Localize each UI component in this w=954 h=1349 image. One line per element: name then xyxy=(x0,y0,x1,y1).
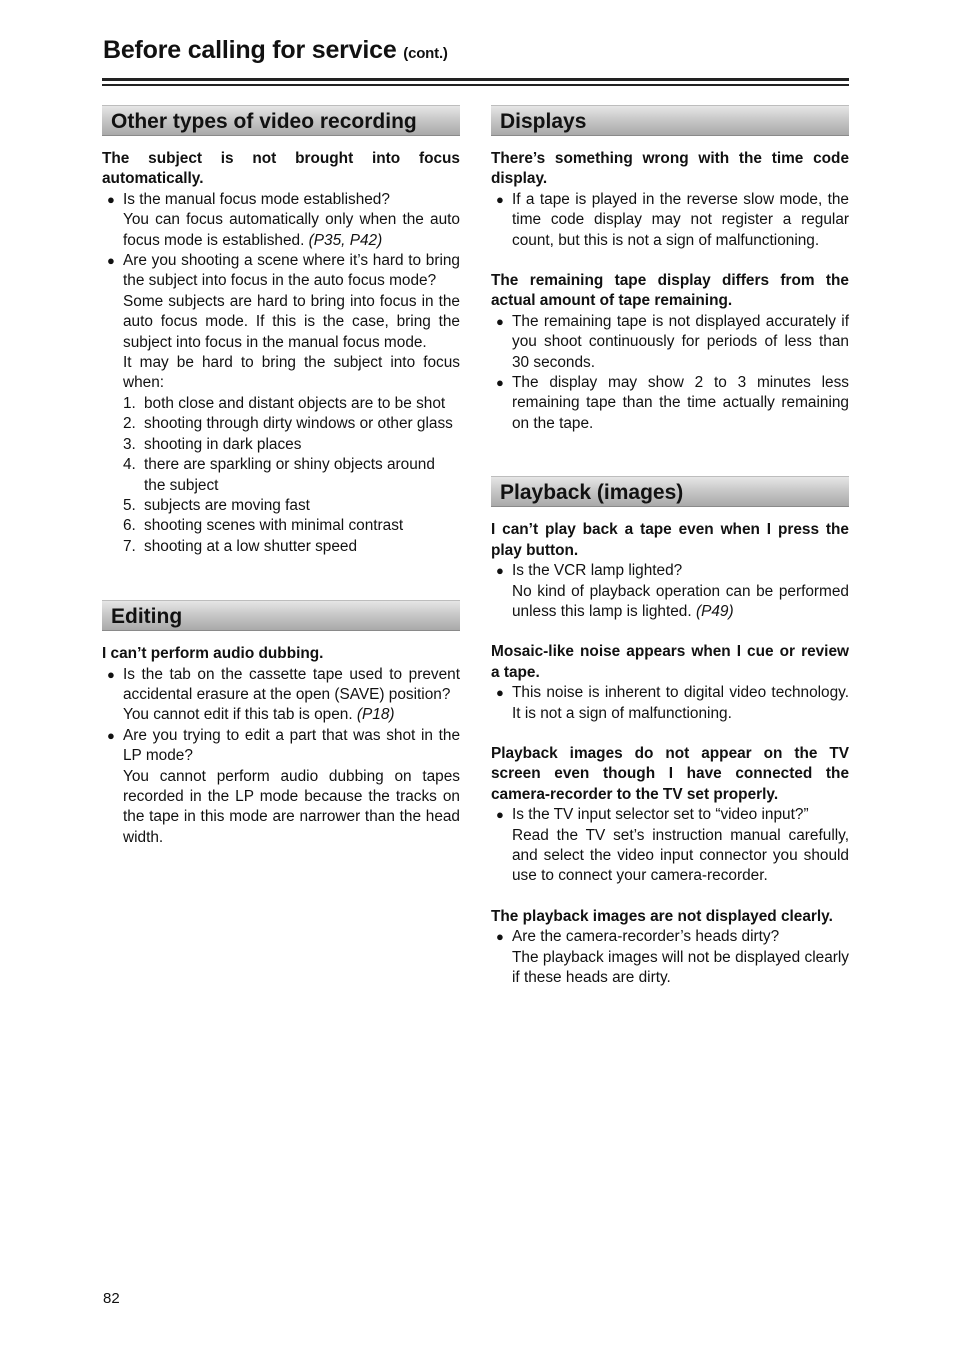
item-number: 2. xyxy=(123,415,136,433)
right-column xyxy=(491,105,849,988)
page-reference: (P18) xyxy=(356,706,395,724)
bullet-text: The display may show 2 to 3 minutes less remaining tape than the time actually remaining on the tape. xyxy=(512,374,849,432)
answer-text xyxy=(102,705,460,725)
item-text: shooting through dirty windows or other glass xyxy=(144,415,453,433)
item-number: 4. xyxy=(123,456,136,474)
item-number: 3. xyxy=(123,435,136,453)
bullet-item xyxy=(491,927,849,947)
question-remaining-tape: The remaining tape display differs from the actual amount of tape remaining. xyxy=(491,272,849,310)
bullet-text: The remaining tape is not displayed accurately if you shoot continuously for periods of less than 30 seconds. xyxy=(512,312,849,371)
section-heading-playback: Playback (images) xyxy=(491,476,849,507)
bullet-item xyxy=(491,683,849,724)
bullet-icon: ● xyxy=(107,727,115,743)
bullet-text: Is the VCR lamp lighted? xyxy=(512,562,683,580)
bullet-text: Are you trying to edit a part that was shot in the LP mode? xyxy=(123,726,460,765)
bullet-item xyxy=(491,561,849,581)
question-play-button: I can’t play back a tape even when I press the play button. xyxy=(491,521,849,559)
question-audio-dubbing: I can’t perform audio dubbing. xyxy=(102,645,324,663)
item-text: shooting scenes with minimal contrast xyxy=(144,517,404,535)
bullet-text: Are the camera-recorder’s heads dirty? xyxy=(512,928,780,946)
page-number: 82 xyxy=(103,1290,120,1307)
question-focus: The subject is not brought into focus automatically. xyxy=(102,150,460,188)
question-mosaic-noise: Mosaic-like noise appears when I cue or review a tape. xyxy=(491,643,849,681)
bullet-icon: ● xyxy=(496,929,504,945)
answer-text: It may be hard to bring the subject into focus when: xyxy=(123,354,460,392)
bullet-text: Are you shooting a scene where it’s hard to bring the subject into focus in the auto focus mode? xyxy=(123,252,460,290)
bullet-text: This noise is inherent to digital video technology. It is not a sign of malfunctioning. xyxy=(512,684,849,722)
bullet-item xyxy=(102,251,460,292)
page-title xyxy=(103,34,448,70)
header-rule-thin xyxy=(102,84,849,86)
item-number: 6. xyxy=(123,517,136,535)
bullet-icon: ● xyxy=(496,375,504,391)
item-number: 5. xyxy=(123,496,136,514)
numbered-item xyxy=(102,394,460,414)
page-reference: (P49) xyxy=(695,602,734,620)
bullet-text: Is the TV input selector set to “video input?” xyxy=(512,806,809,824)
item-text: shooting at a low shutter speed xyxy=(144,537,358,555)
bullet-item xyxy=(102,726,460,767)
answer-text xyxy=(102,210,460,251)
answer-text: You cannot perform audio dubbing on tapes recorded in the LP mode because the tracks on the tape in this mode are narrower than the head width. xyxy=(123,767,460,846)
page-title-cont: (cont.) xyxy=(403,45,448,62)
item-text: both close and distant objects are to be shot xyxy=(144,394,446,412)
numbered-item xyxy=(102,435,460,455)
answer-text: The playback images will not be displayed clearly if these heads are dirty. xyxy=(512,948,849,986)
numbered-item xyxy=(102,537,460,557)
bullet-item xyxy=(102,665,460,706)
section-heading-editing: Editing xyxy=(102,600,460,631)
answer-body: No kind of playback operation can be performed unless this lamp is lighted. xyxy=(512,582,849,620)
bullet-text: Is the tab on the cassette tape used to prevent accidental erasure at the open (SAVE) position? xyxy=(123,665,460,703)
bullet-item xyxy=(491,805,849,825)
numbered-item xyxy=(102,414,460,434)
item-number: 7. xyxy=(123,537,136,555)
bullet-item xyxy=(491,373,849,434)
bullet-icon: ● xyxy=(496,685,504,701)
left-column xyxy=(102,105,460,848)
bullet-item xyxy=(491,312,849,373)
answer-text xyxy=(491,582,849,623)
bullet-icon: ● xyxy=(496,191,504,207)
bullet-item xyxy=(491,190,849,251)
answer-text: Some subjects are hard to bring into focus in the auto focus mode. If this is the case, bring the subject into focus in the manual focus mode. xyxy=(123,292,460,351)
bullet-icon: ● xyxy=(496,563,504,579)
answer-body: You cannot edit if this tab is open. xyxy=(123,706,353,724)
answer-body: You can focus automatically only when the auto focus mode is established. xyxy=(123,211,460,249)
question-time-code: There’s something wrong with the time code display. xyxy=(491,150,849,188)
item-text: there are sparkling or shiny objects around the subject xyxy=(144,456,435,494)
section-heading-video: Other types of video recording xyxy=(102,105,460,136)
bullet-icon: ● xyxy=(496,807,504,823)
question-not-clear: The playback images are not displayed clearly. xyxy=(491,907,833,925)
item-text: subjects are moving fast xyxy=(144,496,310,514)
question-tv-screen: Playback images do not appear on the TV screen even though I have connected the camera-recorder to the TV set properly. xyxy=(491,744,849,803)
bullet-text: Is the manual focus mode established? xyxy=(123,190,390,208)
bullet-icon: ● xyxy=(107,191,115,207)
bullet-icon: ● xyxy=(496,313,504,329)
numbered-item xyxy=(102,516,460,536)
bullet-icon: ● xyxy=(107,666,115,682)
bullet-icon: ● xyxy=(107,253,115,269)
section-heading-displays: Displays xyxy=(491,105,849,136)
bullet-text: If a tape is played in the reverse slow mode, the time code display may not register a regular count, but this is not a sign of malfunctioning. xyxy=(512,190,849,249)
page-reference: (P35, P42) xyxy=(308,231,383,249)
numbered-item xyxy=(102,455,460,496)
page-title-text: Before calling for service xyxy=(103,36,397,64)
numbered-item xyxy=(102,496,460,516)
header-rule-thick xyxy=(102,78,849,81)
item-number: 1. xyxy=(123,394,136,412)
bullet-item xyxy=(102,190,460,210)
answer-text: Read the TV set’s instruction manual carefully, and select the video input connector you should use to connect your camera-recorder. xyxy=(512,826,849,885)
item-text: shooting in dark places xyxy=(144,435,302,453)
